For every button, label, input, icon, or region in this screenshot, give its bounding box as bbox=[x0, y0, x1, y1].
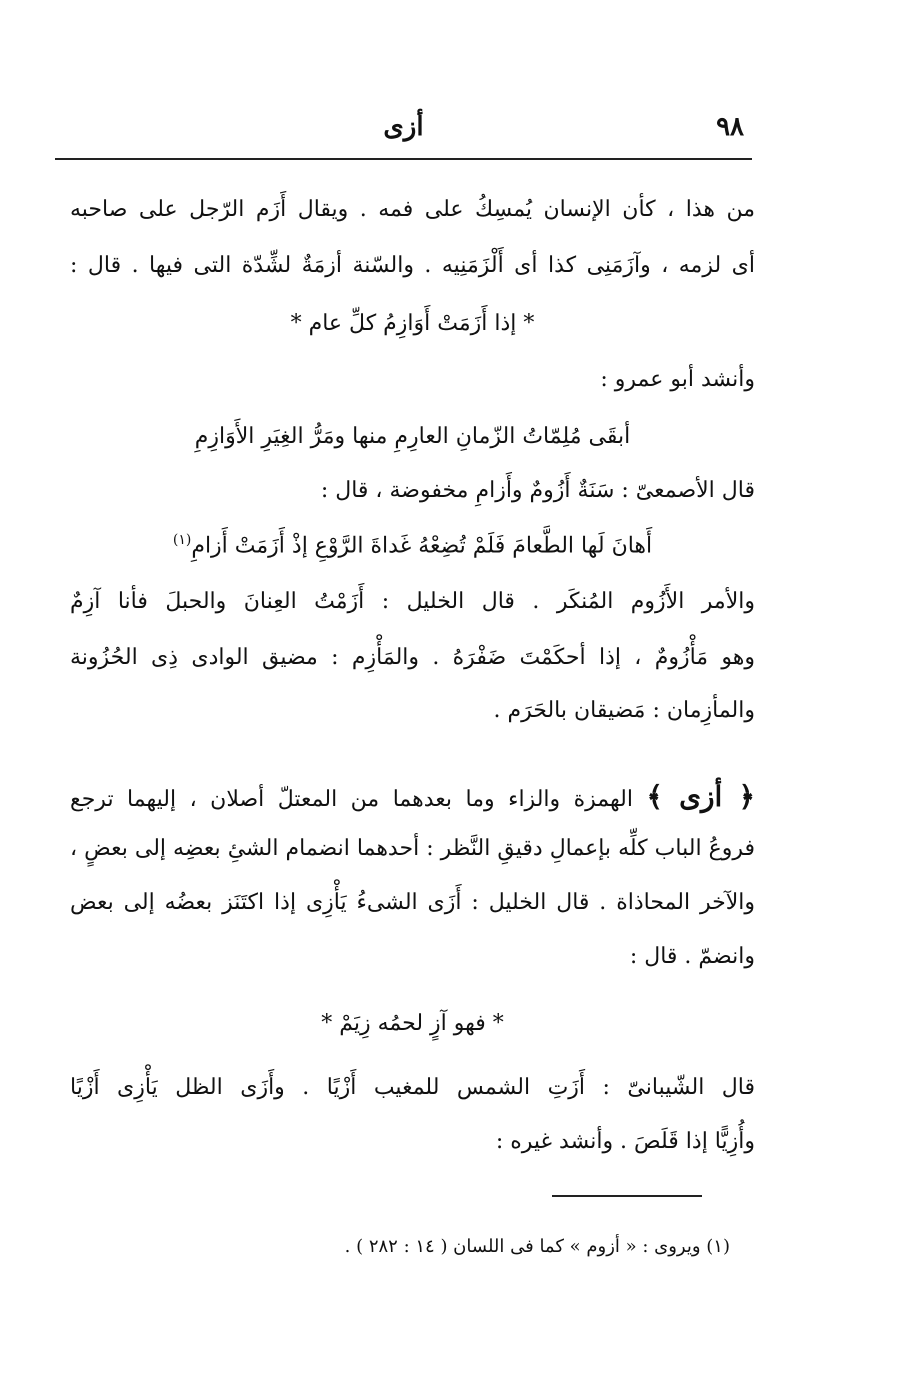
footnote-marker: (١) bbox=[172, 532, 192, 548]
verse-line-2: أبقَى مُلِمّاتُ الزّمانِ العارِمِ منها ومَرُّ الغِيَرِ الأَوَازِمِ bbox=[194, 424, 631, 449]
text-line-2: أى لزمه ، وآزَمَنِى كذا أى أَلْزَمَنِيه . والسّنة أزمَةٌ لشِّدّة التى فيها . قال : bbox=[70, 253, 755, 278]
text-line-4: قال الأصمعىّ : سَنَةٌ أَزُومٌ وأَزامِ مخفوضة ، قال : bbox=[320, 478, 755, 503]
text-line-1: من هذا ، كأن الإنسان يُمسِكُ على فمه . ويقال أَزَم الرّجل على صاحبه bbox=[70, 197, 756, 222]
footnote: (١) ويروى : « أزوم » كما فى اللسان ( ١٤ : ٢٨٢ ) . bbox=[344, 1236, 730, 1257]
verse-line-4: * فهو آزٍ لحمُه زِيَمْ * bbox=[321, 1011, 504, 1036]
text-line-5: والأمر الأَزُوم المُنكَر . قال الخليل : أَزَمْتُ العِنانَ والحبلَ فأنا آزِمٌ bbox=[70, 589, 755, 614]
text-line-9: والآخر المحاذاة . قال الخليل : أَزَى الشىءُ يَأْزِى إذا اكتَنَز بعضُه إلى بعض bbox=[70, 890, 755, 915]
header-rule bbox=[55, 158, 752, 160]
text-line-8: فروعُ الباب كلِّه بإعمالِ دقيقِ النَّظر : أحدهما انضمام الشئِ بعضِه إلى بعضٍ ، bbox=[70, 836, 755, 861]
text-line-6: وهو مَأْزُومٌ ، إذا أحكَمْتَ ضَفْرَهُ . والمَأْزِم : مضيق الوادى ذِى الحُزُونة bbox=[70, 645, 755, 670]
text-line-10: وانضمّ . قال : bbox=[629, 944, 755, 969]
entry-line-1 bbox=[70, 780, 755, 813]
text-line-12: وأُزِيًّا إذا قَلَصَ . وأنشد غيره : bbox=[495, 1129, 755, 1154]
verse-line-3 bbox=[70, 532, 755, 558]
entry-line-1-text: الهمزة والزاء وما بعدهما من المعتلّ أصلان ، إليهما ترجع bbox=[70, 787, 633, 812]
page-header bbox=[55, 112, 752, 152]
running-title: أزى bbox=[383, 112, 424, 142]
text-line-7: والمأزِمان : مَضيقان بالحَرَم . bbox=[493, 698, 755, 723]
footnote-rule bbox=[552, 1195, 702, 1197]
text-line-11: قال الشّيبانىّ : أَزَتِ الشمس للمغيب أَزْيًا . وأَزَى الظل يَأْزِى أَزْيًا bbox=[70, 1075, 755, 1100]
verse-line-3-text: أَهانَ لَها الطَّعامَ فَلَمْ تُضِعْهُ غَداةَ الرَّوْعِ إذْ أَزَمَتْ أَزامِ bbox=[191, 533, 653, 559]
page-number: ٩٨ bbox=[716, 112, 744, 142]
entry-headword: ﴿ أزى ﴾ bbox=[646, 780, 755, 813]
text-line-3: وأنشد أبو عمرو : bbox=[600, 367, 755, 392]
verse-line-1: * إذا أَزَمَتْ أَوَازِمُ كلِّ عام * bbox=[290, 311, 535, 336]
